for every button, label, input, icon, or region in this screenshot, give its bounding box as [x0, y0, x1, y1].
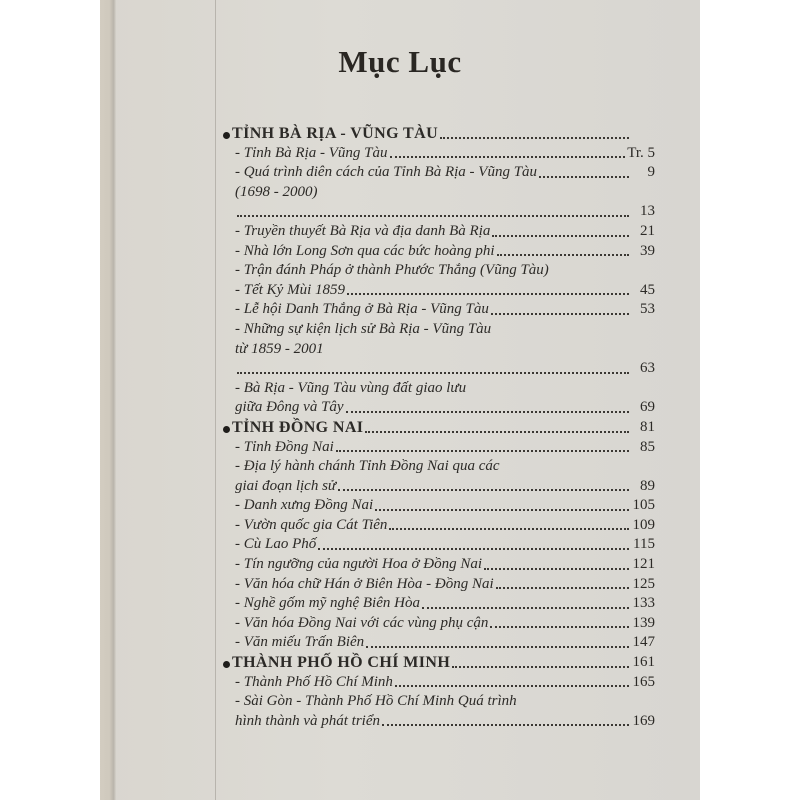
- toc-entry: [225, 594, 655, 614]
- toc-entry-title: - Tín ngưỡng của người Hoa ở Đồng Nai: [235, 556, 483, 573]
- dot-leader: [346, 411, 629, 413]
- toc-page-number: 121: [632, 556, 655, 573]
- toc-page-number: 161: [632, 654, 655, 671]
- toc-page-number: 63: [640, 360, 655, 377]
- toc-entry: [225, 692, 655, 712]
- dot-leader: [539, 176, 629, 178]
- dot-leader: [366, 646, 629, 648]
- toc-entry-title: - Tết Kỷ Mùi 1859: [235, 281, 345, 298]
- dot-leader: [484, 568, 629, 570]
- toc-entry-title: TỈNH BÀ RỊA - VŨNG TÀU: [232, 125, 439, 142]
- dot-leader: [497, 254, 629, 256]
- dot-leader: [318, 548, 629, 550]
- toc-entry: [225, 300, 655, 320]
- toc-entry-title: - Bà Rịa - Vũng Tàu vùng đất giao lưu: [235, 379, 467, 396]
- toc-entry-title: - Văn miếu Trấn Biên: [235, 634, 365, 651]
- toc-entry: [225, 163, 655, 183]
- toc-entry: [225, 535, 655, 555]
- toc-page-number: 125: [632, 575, 655, 592]
- toc-entry: [225, 222, 655, 242]
- toc-entry-title: - Văn hóa chữ Hán ở Biên Hòa - Đồng Nai: [235, 575, 494, 592]
- toc-entry-title: - Thành Phố Hồ Chí Minh: [235, 673, 393, 690]
- toc-section-heading: [223, 418, 655, 438]
- toc-entry-title: - Tỉnh Bà Rịa - Vũng Tàu: [235, 144, 388, 161]
- toc-page-number: 13: [640, 203, 655, 220]
- toc-entry-title: hình thành và phát triển: [235, 712, 380, 729]
- toc-entry: [225, 242, 655, 262]
- toc-entry: [225, 712, 655, 732]
- dot-leader: [375, 509, 629, 511]
- toc-entry-title: từ 1859 - 2001: [235, 340, 324, 357]
- dot-leader: [496, 587, 629, 589]
- toc-entry-title: - Tỉnh Đồng Nai: [235, 438, 334, 455]
- toc-entry: [225, 477, 655, 497]
- toc-page-number: 133: [632, 595, 655, 612]
- toc-page-number: 139: [632, 614, 655, 631]
- toc-entry-title: giai đoạn lịch sử: [235, 477, 337, 494]
- bullet-icon: [223, 661, 230, 668]
- toc-entry: [225, 614, 655, 634]
- toc-entry-title: - Quá trình diên cách của Tỉnh Bà Rịa - Vũng Tàu: [235, 164, 538, 181]
- toc-entry: [225, 457, 655, 477]
- table-of-contents-page: [100, 0, 700, 800]
- dot-leader: [237, 372, 629, 374]
- toc-entry: [225, 633, 655, 653]
- toc-entry-title: giữa Đông và Tây: [235, 399, 344, 416]
- toc-entry: [225, 398, 655, 418]
- toc-page-number: 115: [633, 536, 655, 553]
- dot-leader: [382, 724, 629, 726]
- toc-entry-title: - Lễ hội Danh Thắng ở Bà Rịa - Vũng Tàu: [235, 301, 489, 318]
- toc-entry: [225, 555, 655, 575]
- toc-entry-title: (1698 - 2000): [235, 183, 318, 200]
- toc-page-number: 53: [640, 301, 655, 318]
- toc-section-heading: [223, 124, 655, 144]
- dot-leader: [422, 607, 629, 609]
- toc-page-number: 45: [640, 281, 655, 298]
- toc-entry: [225, 261, 655, 281]
- toc-page-number: 69: [640, 399, 655, 416]
- toc-list: [225, 124, 655, 731]
- bullet-icon: [223, 426, 230, 433]
- toc-entry: [225, 359, 655, 379]
- toc-entry-title: - Vườn quốc gia Cát Tiên: [235, 516, 388, 533]
- toc-page-number: 169: [632, 712, 655, 729]
- toc-page-number: 81: [640, 418, 655, 435]
- toc-entry: [225, 144, 655, 164]
- toc-entry-title: - Nhà lớn Long Sơn qua các bức hoàng phi: [235, 242, 495, 259]
- toc-entry-title: - Văn hóa Đồng Nai với các vùng phụ cận: [235, 614, 489, 631]
- dot-leader: [492, 235, 629, 237]
- toc-page-number: 165: [632, 673, 655, 690]
- dot-leader: [365, 431, 629, 433]
- toc-entry-title: THÀNH PHỐ HỒ CHÍ MINH: [232, 654, 451, 672]
- toc-entry: [225, 438, 655, 458]
- toc-entry-title: - Địa lý hành chánh Tỉnh Đồng Nai qua các: [235, 458, 500, 475]
- toc-entry-title: - Truyền thuyết Bà Rịa và địa danh Bà Rịa: [235, 222, 491, 239]
- page-title: Mục Lục: [338, 44, 462, 79]
- book-page-photo: [100, 0, 700, 800]
- dot-leader: [452, 666, 629, 668]
- toc-entry-title: - Trận đánh Pháp ở thành Phước Thắng (Vũng Tàu): [235, 262, 549, 279]
- dot-leader: [390, 156, 626, 158]
- toc-page-number: 85: [640, 438, 655, 455]
- toc-entry: [225, 183, 655, 203]
- toc-entry: [225, 281, 655, 301]
- dot-leader: [395, 685, 629, 687]
- dot-leader: [389, 528, 629, 530]
- toc-page-number: 147: [632, 634, 655, 651]
- toc-entry: [225, 320, 655, 340]
- toc-entry: [225, 673, 655, 693]
- toc-page-number: 39: [640, 242, 655, 259]
- dot-leader: [336, 450, 629, 452]
- toc-entry-title: - Nghề gốm mỹ nghệ Biên Hòa: [235, 595, 420, 612]
- toc-entry-title: TỈNH ĐỒNG NAI: [232, 418, 364, 436]
- toc-page-number: 9: [647, 164, 655, 181]
- dot-leader: [347, 293, 629, 295]
- dot-leader: [237, 215, 629, 217]
- toc-entry-title: - Danh xưng Đồng Nai: [235, 497, 374, 514]
- toc-page-number: 109: [632, 516, 655, 533]
- toc-entry-title: - Những sự kiện lịch sử Bà Rịa - Vũng Tàu: [235, 320, 492, 337]
- toc-page-number: Tr. 5: [627, 144, 655, 161]
- toc-entry-title: - Cù Lao Phố: [235, 536, 317, 553]
- toc-entry: [225, 340, 655, 360]
- dot-leader: [490, 626, 629, 628]
- toc-entry-title: - Sài Gòn - Thành Phố Hồ Chí Minh Quá trình: [235, 693, 517, 710]
- dot-leader: [440, 137, 629, 139]
- bullet-icon: [223, 132, 230, 139]
- toc-page-number: 89: [640, 477, 655, 494]
- toc-page-number: 105: [632, 497, 655, 514]
- toc-entry: [225, 379, 655, 399]
- toc-entry: [225, 496, 655, 516]
- dot-leader: [338, 489, 629, 491]
- toc-entry: [225, 575, 655, 595]
- toc-page-number: 21: [640, 222, 655, 239]
- toc-section-heading: [223, 653, 655, 673]
- toc-entry: [225, 516, 655, 536]
- toc-entry: [225, 202, 655, 222]
- dot-leader: [491, 313, 629, 315]
